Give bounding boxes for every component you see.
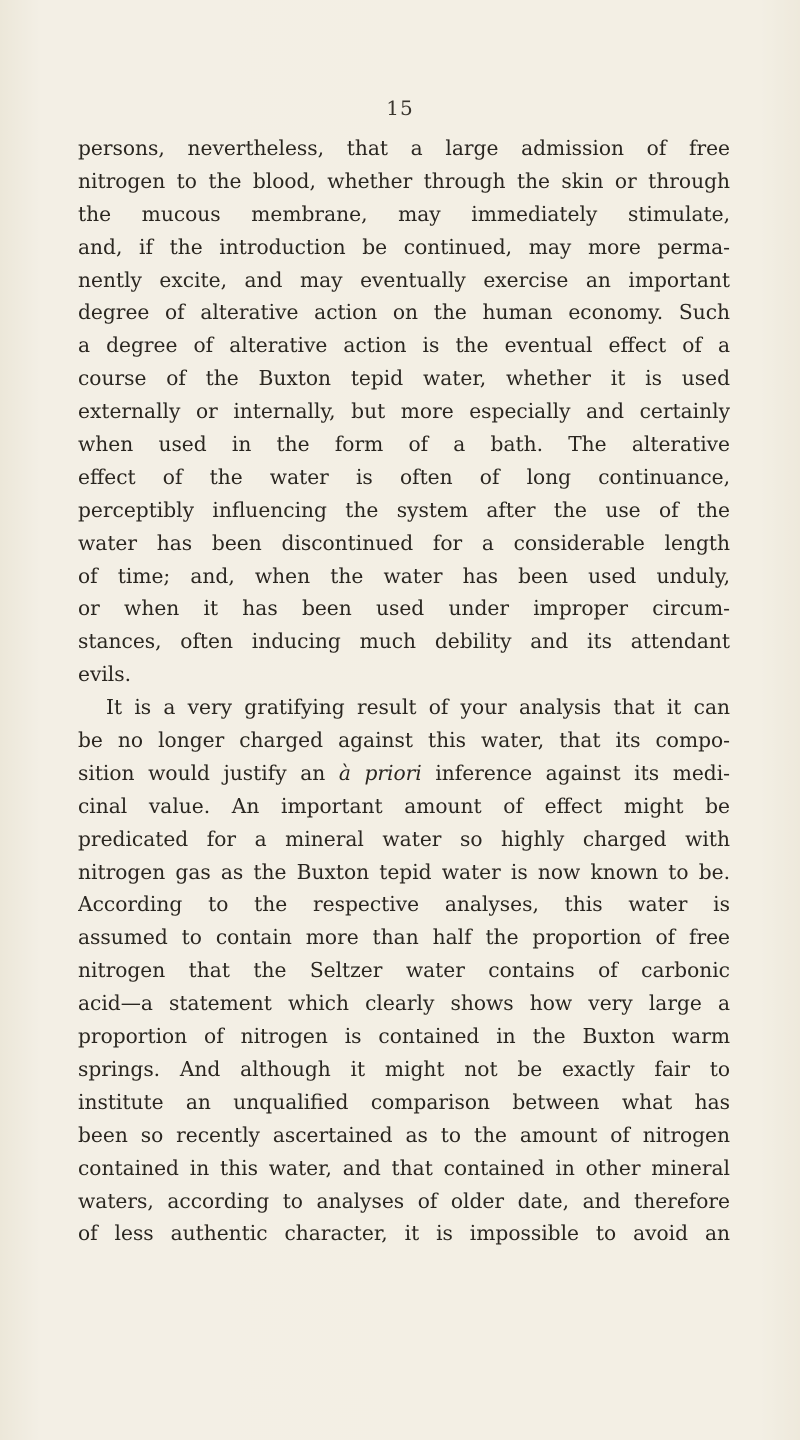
text-line: contained in this water, and that contained in other mineral (78, 1155, 730, 1180)
text-line: persons, nevertheless, that a large admission of free (78, 136, 730, 160)
text-line: cinal value. An important amount of effect might be (78, 793, 730, 818)
text-line: According to the respective analyses, this water is (78, 892, 730, 917)
text-line: nitrogen to the blood, whether through the skin or through (78, 168, 730, 193)
text-line: perceptibly influencing the system after the use of the (78, 497, 730, 522)
text-line: institute an unqualified comparison between what has (78, 1089, 730, 1114)
italic-phrase: à priori (338, 760, 422, 785)
text-line: the mucous membrane, may immediately stimulate, (78, 201, 730, 226)
text-line: springs. And although it might not be exactly fair to (78, 1056, 730, 1081)
text-line: a degree of alterative action is the eventual effect of a (78, 333, 730, 358)
text-line: nitrogen that the Seltzer water contains of carbonic (78, 958, 730, 983)
text-line: been so recently ascertained as to the amount of nitrogen (78, 1122, 730, 1147)
body-text (78, 132, 730, 1250)
text-line (78, 757, 730, 790)
text-line: stances, often inducing much debility and its attendant (78, 629, 730, 654)
text-line: proportion of nitrogen is contained in the Buxton warm (78, 1024, 730, 1049)
text-segment: inference against its medi- (421, 760, 730, 785)
text-line: nently excite, and may eventually exercise an important (78, 267, 730, 292)
text-line: nitrogen gas as the Buxton tepid water is now known to be. (78, 859, 730, 884)
text-line: course of the Buxton tepid water, whether it is used (78, 366, 730, 391)
text-line: or when it has been used under improper circum- (78, 596, 730, 621)
text-segment: sition would justify an (78, 760, 339, 785)
text-line: be no longer charged against this water, that its compo- (78, 728, 730, 753)
text-line: degree of alterative action on the human economy. Such (78, 300, 730, 325)
text-line: assumed to contain more than half the proportion of free (78, 925, 730, 950)
text-line: of time; and, when the water has been used unduly, (78, 563, 730, 588)
text-line: water has been discontinued for a considerable length (78, 530, 730, 555)
text-line: externally or internally, but more especially and certainly (78, 399, 730, 424)
text-line: evils. (78, 662, 132, 687)
text-line: when used in the form of a bath. The alterative (78, 432, 730, 457)
text-line: effect of the water is often of long continuance, (78, 464, 730, 489)
text-line: acid—a statement which clearly shows how very large a (78, 991, 730, 1016)
text-line: It is a very gratifying result of your analysis that it can (106, 695, 730, 720)
text-line: waters, according to analyses of older date, and therefore (78, 1188, 730, 1213)
text-line: and, if the introduction be continued, may more perma- (78, 234, 730, 259)
text-line: predicated for a mineral water so highly charged with (78, 826, 730, 851)
page-number: 15 (386, 96, 414, 120)
text-line: of less authentic character, it is impossible to avoid an (78, 1221, 730, 1246)
